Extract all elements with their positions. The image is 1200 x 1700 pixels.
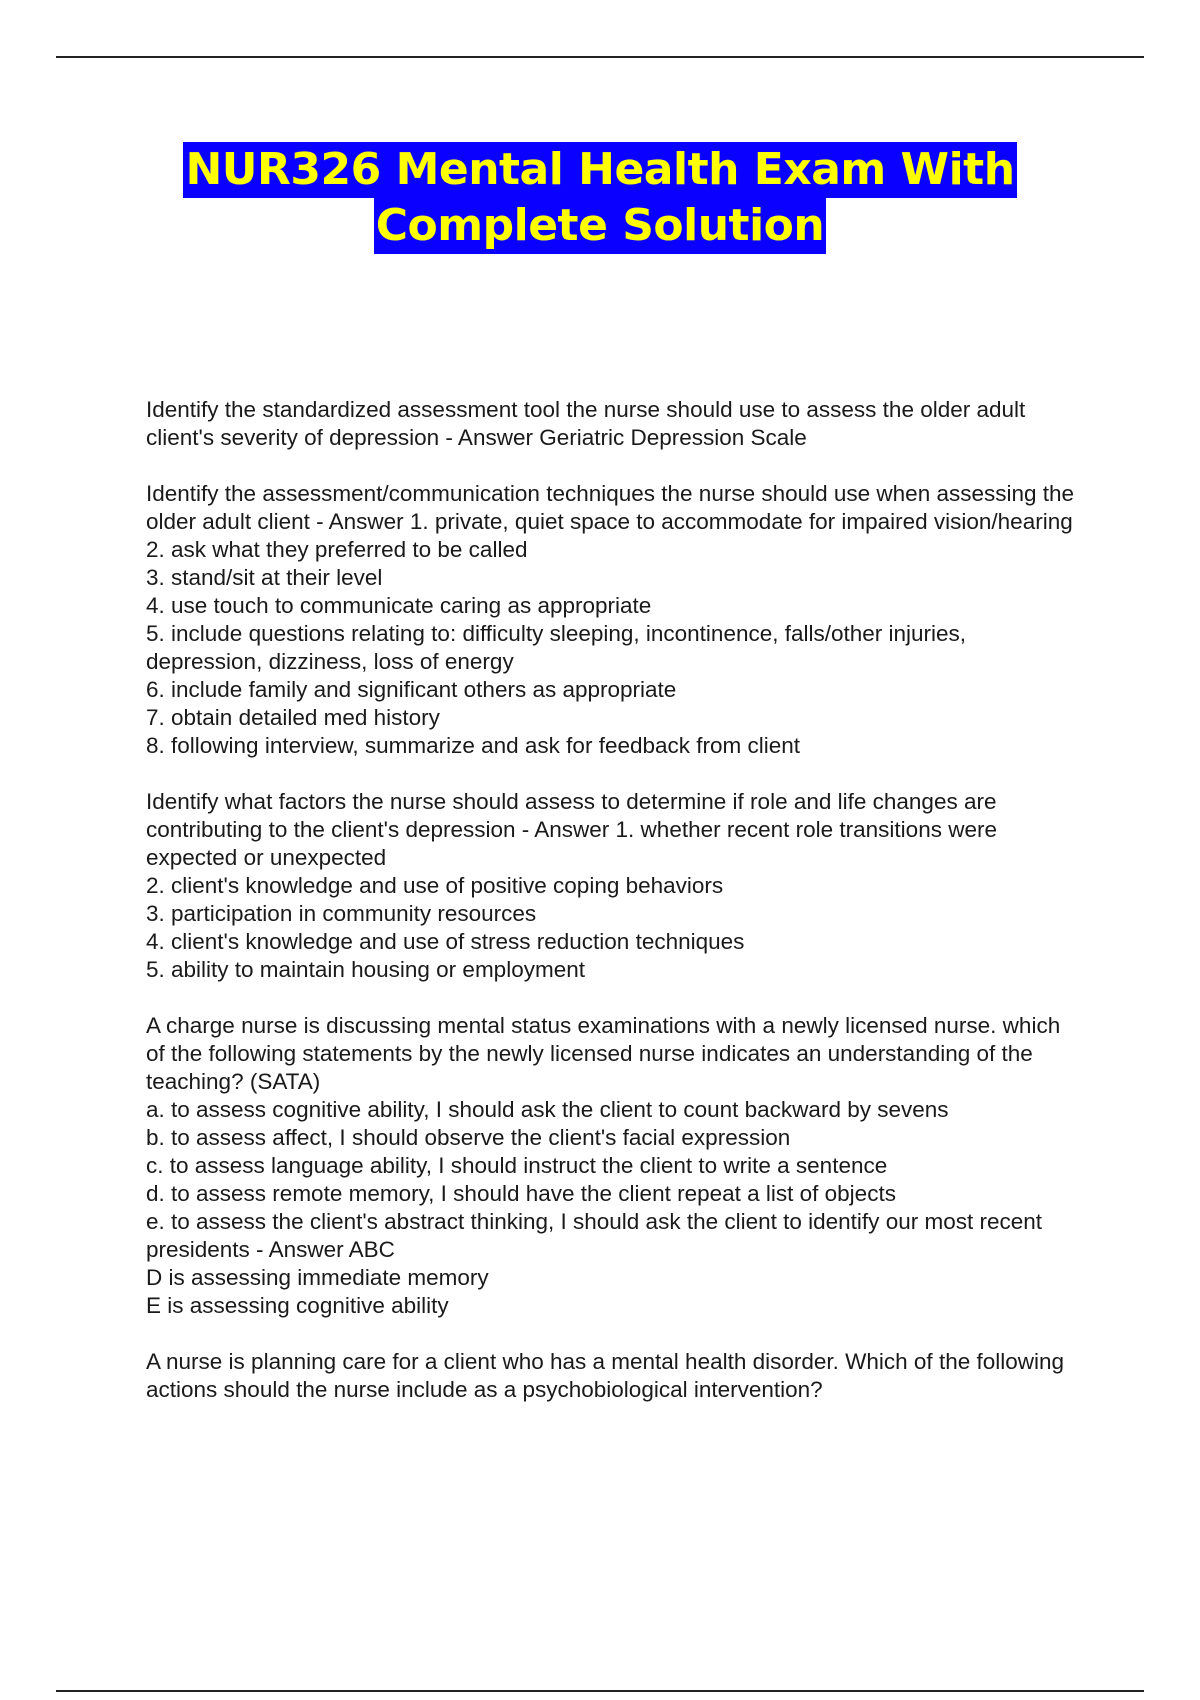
text-line: b. to assess affect, I should observe the client's facial expression <box>146 1125 791 1150</box>
title-line-1: NUR326 Mental Health Exam With <box>183 142 1016 198</box>
qa-block-2 <box>146 480 1076 760</box>
text-line: Identify the assessment/communication techniques the nurse should use when assessing the older adult client - Answer 1. private, quiet space to accommodate for impaired vision/hearing <box>146 481 1075 534</box>
document-title <box>0 142 1200 254</box>
top-rule <box>56 56 1144 58</box>
text-line: 3. stand/sit at their level <box>146 565 383 590</box>
text-line: c. to assess language ability, I should instruct the client to write a sentence <box>146 1153 888 1178</box>
text-line: 2. ask what they preferred to be called <box>146 537 528 562</box>
text-line: E is assessing cognitive ability <box>146 1293 449 1318</box>
text-line: e. to assess the client's abstract thinking, I should ask the client to identify our most recent presidents - Answer ABC <box>146 1209 1043 1262</box>
qa-block-4 <box>146 1012 1076 1320</box>
text-line: 5. include questions relating to: difficulty sleeping, incontinence, falls/other injuries, depression, dizziness, loss of energy <box>146 621 967 674</box>
text-line: D is assessing immediate memory <box>146 1265 489 1290</box>
bottom-rule <box>56 1690 1144 1692</box>
text-line: a. to assess cognitive ability, I should ask the client to count backward by sevens <box>146 1097 949 1122</box>
text-line: Identify what factors the nurse should assess to determine if role and life changes are contributing to the client's depression - Answer 1. whether recent role transitions were expected or unexpected <box>146 789 997 870</box>
text-line: 2. client's knowledge and use of positive coping behaviors <box>146 873 724 898</box>
document-body <box>146 396 1076 1432</box>
text-line: d. to assess remote memory, I should have the client repeat a list of objects <box>146 1181 896 1206</box>
text-line: Identify the standardized assessment tool the nurse should use to assess the older adult client's severity of depression - Answer Geriatric Depression Scale <box>146 397 1026 450</box>
text-line: A charge nurse is discussing mental status examinations with a newly licensed nurse. which of the following statements by the newly licensed nurse indicates an understanding of the teaching? (SATA) <box>146 1013 1061 1094</box>
text-line: 5. ability to maintain housing or employment <box>146 957 585 982</box>
text-line: 4. client's knowledge and use of stress reduction techniques <box>146 929 745 954</box>
text-line: A nurse is planning care for a client who has a mental health disorder. Which of the following actions should the nurse include as a psychobiological intervention? <box>146 1349 1065 1402</box>
text-line: 7. obtain detailed med history <box>146 705 440 730</box>
text-line: 3. participation in community resources <box>146 901 537 926</box>
text-line: 6. include family and significant others as appropriate <box>146 677 677 702</box>
qa-block-1 <box>146 396 1076 452</box>
qa-block-3 <box>146 788 1076 984</box>
text-line: 8. following interview, summarize and ask for feedback from client <box>146 733 801 758</box>
title-line-2: Complete Solution <box>374 198 826 254</box>
text-line: 4. use touch to communicate caring as appropriate <box>146 593 652 618</box>
qa-block-5 <box>146 1348 1076 1404</box>
